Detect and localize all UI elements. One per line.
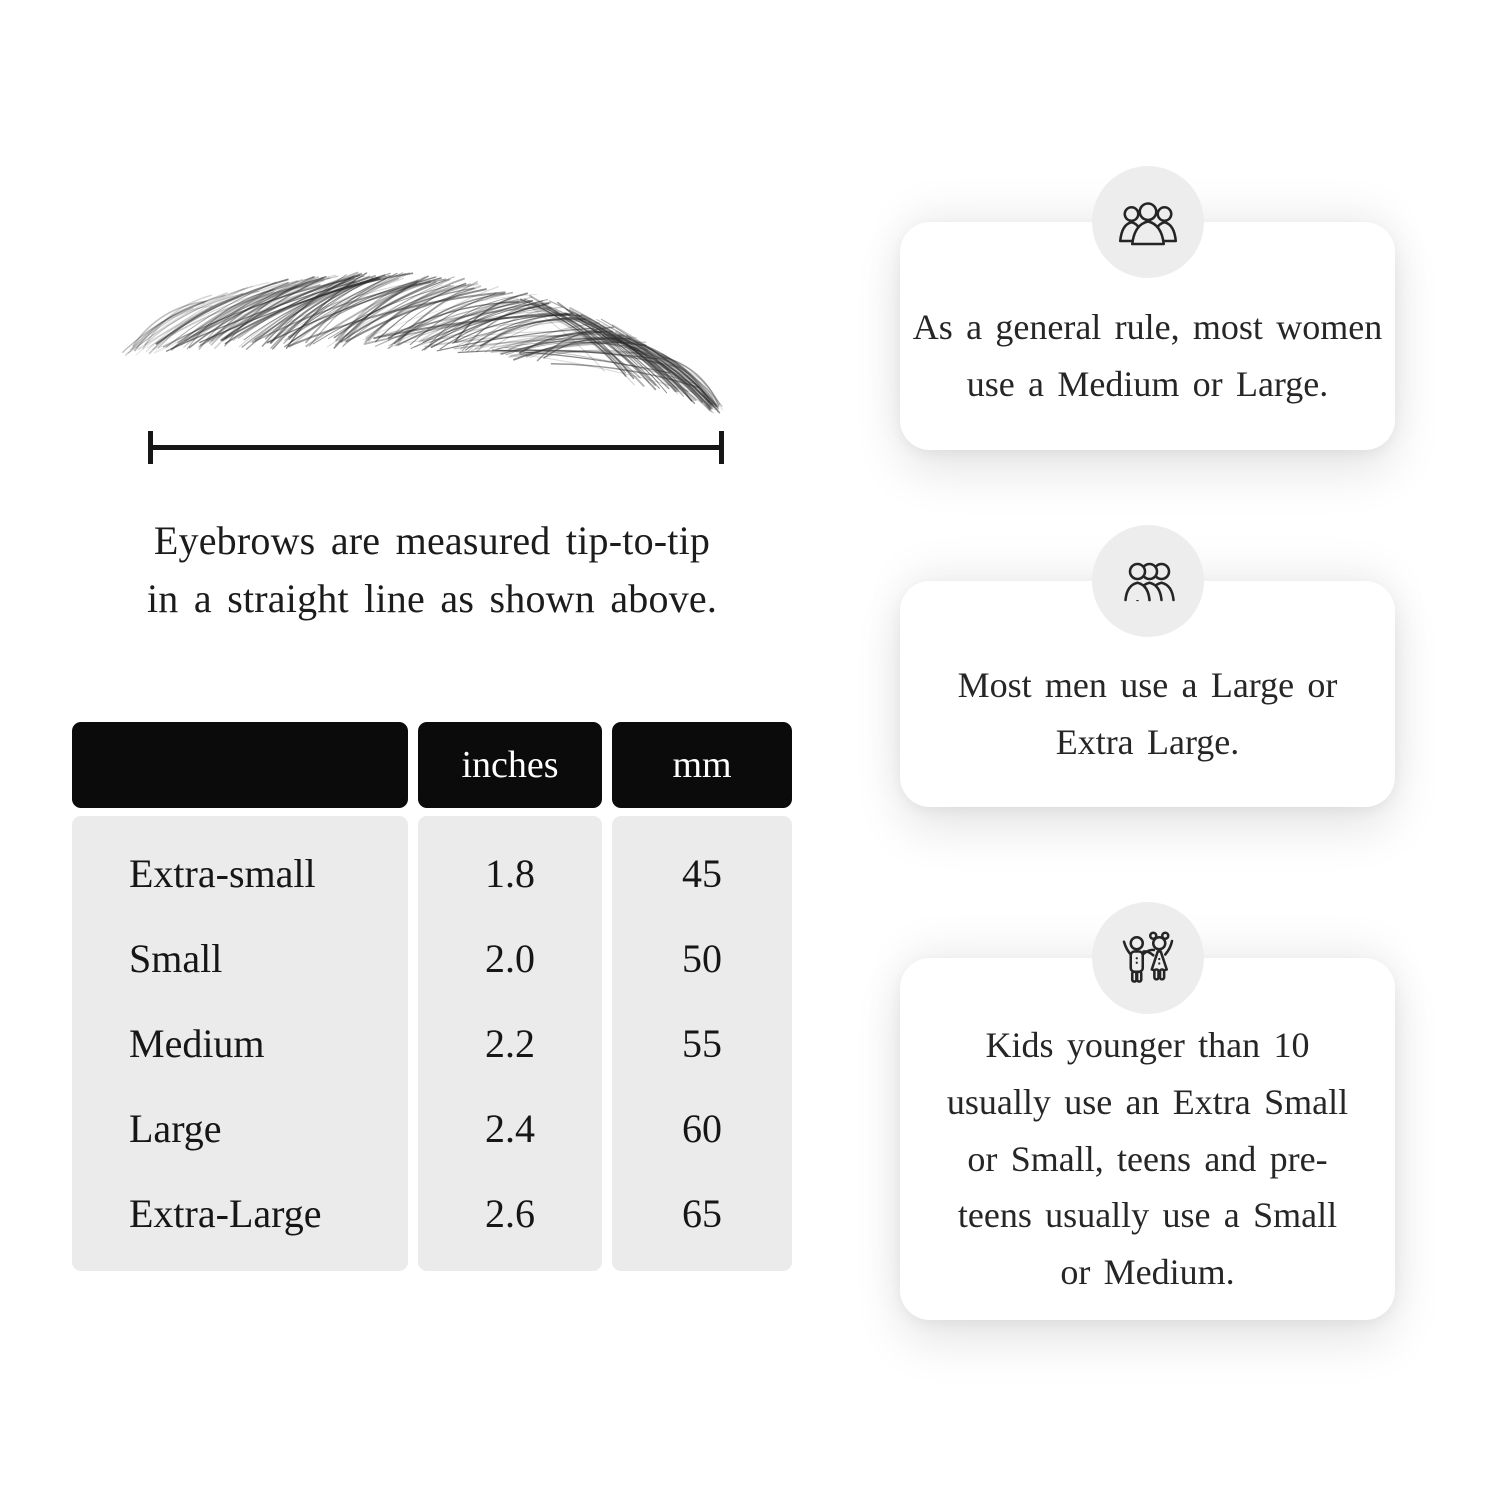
size-mm-value: 45 (682, 851, 722, 896)
women-group-icon (1092, 166, 1204, 278)
measurement-line-right-tick (719, 431, 724, 464)
size-table-header-size (72, 722, 408, 808)
size-inches-value: 1.8 (485, 851, 535, 896)
women-recommendation-text: As a general rule, most women use a Medium or Large. (912, 307, 1383, 404)
kids-icon-glyph (1112, 923, 1184, 995)
kids-recommendation-card (900, 958, 1395, 1320)
size-mm-value: 50 (682, 936, 722, 981)
size-mm-value: 55 (682, 1021, 722, 1066)
caption-line-2: in a straight line as shown above. (146, 576, 718, 621)
men-group-icon (1092, 525, 1204, 637)
size-label: Large (129, 1106, 222, 1151)
size-label: Medium (129, 1021, 265, 1066)
size-inches-value: 2.0 (485, 936, 535, 981)
kids-recommendation-text: Kids younger than 10 usually use an Extra Small or Small, teens and pre-teens usually use a Small or Medium. (946, 1024, 1349, 1293)
women-group-icon-glyph (1112, 187, 1184, 259)
size-inches-value: 2.6 (485, 1191, 535, 1236)
men-recommendation-text: Most men use a Large or Extra Large. (957, 665, 1338, 762)
women-recommendation-card (900, 222, 1395, 450)
measurement-caption (72, 512, 792, 628)
men-recommendation-card (900, 581, 1395, 807)
size-table-header-inches: inches (418, 722, 602, 808)
size-table-mm-column (612, 816, 792, 1271)
size-label: Extra-small (129, 851, 316, 896)
size-mm-value: 60 (682, 1106, 722, 1151)
kids-icon (1092, 902, 1204, 1014)
measurement-line-bar (150, 445, 722, 450)
caption-line-1: Eyebrows are measured tip-to-tip (153, 518, 711, 563)
measurement-line (148, 431, 724, 465)
men-group-icon-glyph (1112, 546, 1184, 618)
size-inches-value: 2.2 (485, 1021, 535, 1066)
size-table-inches-column (418, 816, 602, 1271)
size-label: Extra-Large (129, 1191, 322, 1236)
size-mm-value: 65 (682, 1191, 722, 1236)
size-table-label-column (72, 816, 408, 1271)
size-label: Small (129, 936, 223, 981)
size-inches-value: 2.4 (485, 1106, 535, 1151)
size-table (72, 722, 792, 1271)
eyebrow-illustration (104, 243, 736, 433)
size-table-header-mm: mm (612, 722, 792, 808)
